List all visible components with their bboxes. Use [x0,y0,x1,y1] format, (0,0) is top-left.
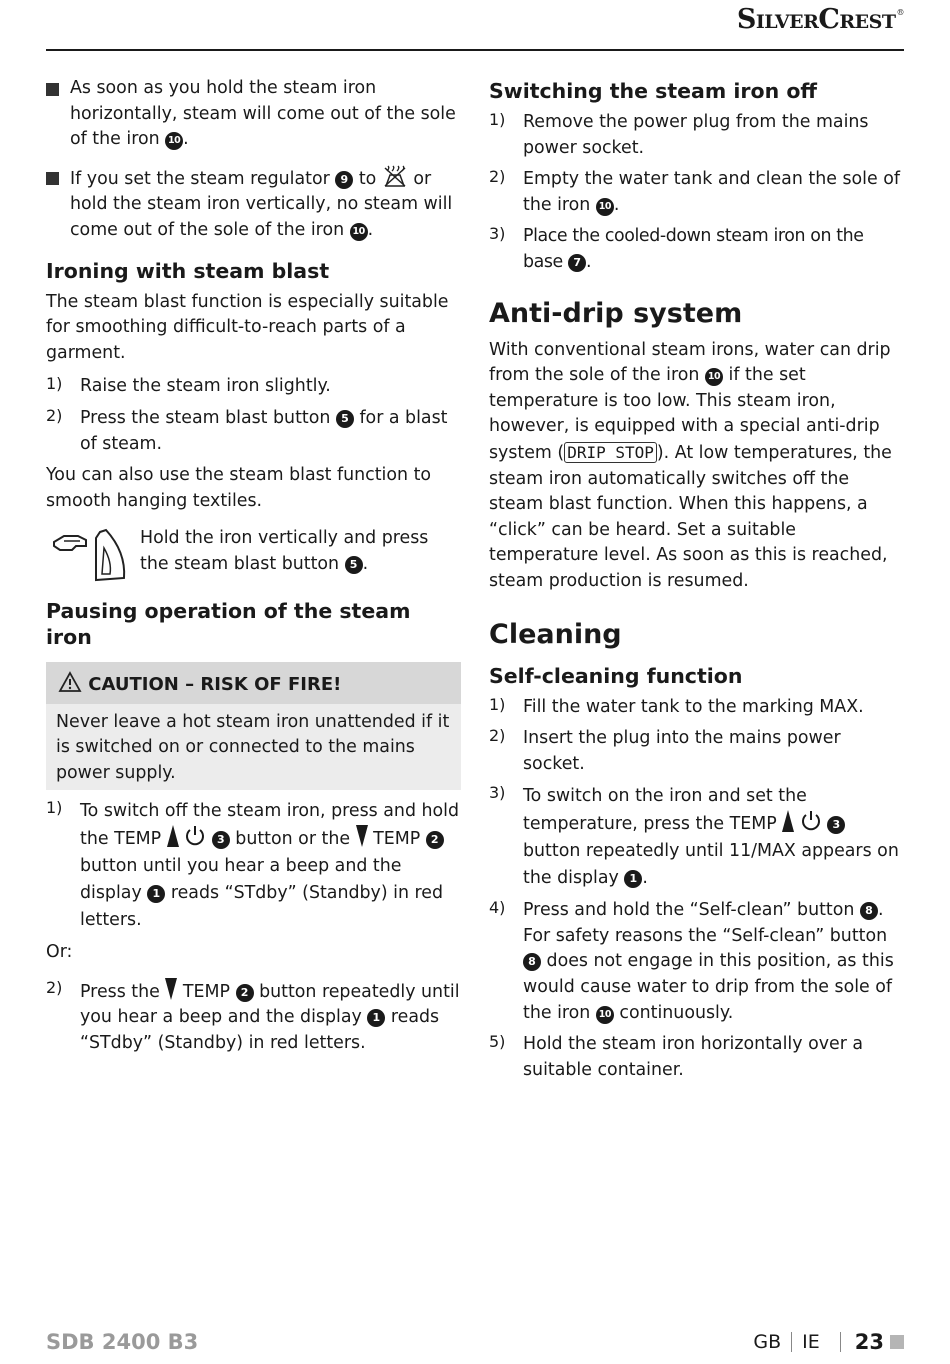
triangle-down-icon [356,825,368,847]
caution-body: Never leave a hot steam iron unattended if it is switched on or connected to the mains power supply. [46,704,461,791]
section-heading: Ironing with steam blast [46,258,330,283]
callout-number: 9 [335,171,353,189]
page-footer [753,1330,904,1354]
callout-number: 8 [523,953,541,971]
divider [840,1332,841,1352]
page-number: 23 [854,1330,884,1354]
section-heading: Switching the steam iron off [489,79,818,103]
section-heading: Cleaning [489,618,622,650]
model-number: SDB 2400 B3 [46,1330,199,1354]
callout-number: 10 [596,198,614,216]
callout-number: 3 [827,816,845,834]
power-icon [800,810,822,832]
brand-logo: SilverCrest® [736,4,904,35]
callout-number: 1 [367,1009,385,1027]
callout-number: 8 [860,902,878,920]
list-item: 1) To switch off the steam iron, press and hold the TEMP 3 button or the TEMP 2 button until you hear a beep and the display 1 reads “STdby” (Standby) in red letters. [46,798,460,931]
triangle-up-icon [782,810,794,832]
callout-number: 5 [336,410,354,428]
list-item: 1) Remove the power plug from the mains power socket. [489,110,869,158]
list-item: 3) To switch on the iron and set the temperature, press the TEMP 3 button repeatedly until 11/MAX appears on the display 1 . [489,783,899,889]
list-item: 3) Place the cooled-down steam iron on the base 7 . [489,224,864,272]
paragraph: The steam blast function is especially suitable for smoothing difficult-to-reach parts of a garment. [46,291,449,363]
paragraph: With conventional steam irons, water can drip from the sole of the iron 10 if the set temperature is too low. This steam iron, however, is equipped with a special anti-drip system ( DRIP STOP ). At low temperatures, the steam iron automatically switches off the steam blast function. When this happens, a “click” can be heard. Set a suitable temperature level. As soon as this is reached, steam production is resumed. [489,339,892,591]
callout-number: 3 [212,831,230,849]
bullet-square-icon [46,172,59,185]
bullet-item: If you set the steam regulator 9 to or hold the steam iron vertically, no steam will come out of the sole of the iron 10 . [46,165,461,244]
list-item: 1) Fill the water tank to the marking MAX. [489,694,864,717]
bullet-item: As soon as you hold the steam iron horizontally, steam will come out of the sole of the iron 10 . [46,76,461,153]
triangle-up-icon [167,825,179,847]
paragraph: You can also use the steam blast function to smooth hanging textiles. [46,465,432,511]
list-item: 5) Hold the steam iron horizontally over a suitable container. [489,1032,864,1080]
divider [791,1332,792,1352]
list-item: 2) Empty the water tank and clean the sole of the iron 10 . [489,167,900,215]
callout-number: 2 [426,831,444,849]
language-ie: IE [802,1331,820,1353]
list-item: 4) Press and hold the “Self-clean” button 8 . For safety reasons the “Self-clean” button 8 does not engage in this position, as this would cause water to drip from the sole of the iron 10 continuously. [489,898,894,1023]
bullet-square-icon [46,83,59,96]
callout-number: 10 [705,368,723,386]
callout-number: 10 [596,1006,614,1024]
list-item: 1) Raise the steam iron slightly. [46,374,331,397]
section-heading: Anti-drip system [489,297,743,329]
hint-box: Hold the iron vertically and press the steam blast button 5 . [46,526,461,577]
callout-number: 7 [568,254,586,272]
callout-number: 10 [165,132,183,150]
list-item: 2) Insert the plug into the mains power socket. [489,726,841,774]
caution-header: CAUTION – RISK OF FIRE! [46,662,461,704]
section-heading: Pausing operation of the steam iron [46,598,411,649]
left-column [46,76,461,1063]
hand-pointing-iron-icon [50,528,130,584]
list-item: 2) Press the steam blast button 5 for a blast of steam. [46,405,448,454]
callout-number: 1 [624,870,642,888]
caution-box [46,662,461,791]
power-icon [184,825,206,847]
right-column [489,76,904,1089]
language-gb: GB [753,1331,782,1353]
warning-triangle-icon [58,671,82,693]
drip-stop-logo: DRIP STOP [564,442,657,463]
list-item: 2) Press the TEMP 2 button repeatedly until you hear a beep and the display 1 reads “STdby” (Standby) in red letters. [46,977,460,1054]
callout-number: 10 [350,223,368,241]
header-rule [46,49,904,51]
callout-number: 1 [147,885,165,903]
sub-heading: Self-cleaning function [489,663,743,688]
triangle-down-icon [165,978,177,1000]
paragraph: Or: [46,942,73,963]
callout-number: 2 [236,984,254,1002]
footer-square-icon [890,1335,904,1349]
no-steam-icon [382,165,408,187]
callout-number: 5 [345,556,363,574]
